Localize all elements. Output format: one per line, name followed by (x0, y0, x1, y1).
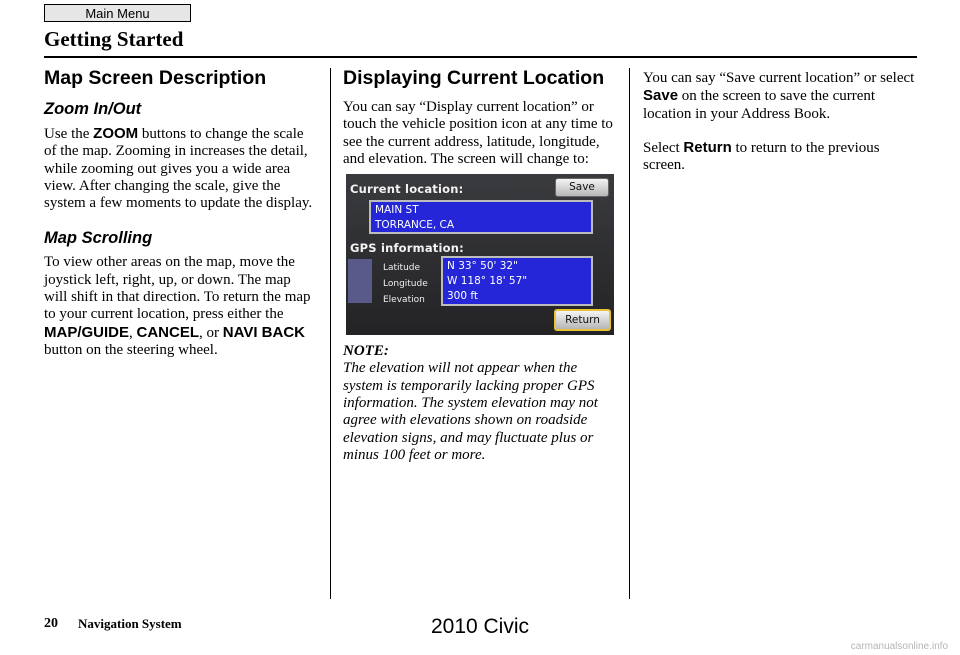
nav-screen-image (346, 174, 614, 335)
latitude-value: N 33° 50' 32" (447, 260, 518, 273)
header-rule (44, 56, 917, 58)
column-divider-1 (330, 68, 331, 599)
return-button-ref: Return (683, 138, 732, 156)
gps-values-box (441, 256, 593, 306)
column-divider-2 (629, 68, 630, 599)
return-button[interactable]: Return (554, 309, 611, 331)
longitude-value: W 118° 18' 57" (447, 275, 528, 288)
note-text: The elevation will not appear when the system is temporarily lacking proper GPS information. The system elevation may not agree with elevations shown on roadside elevation signs, and may fluctuate plus or minus 100 feet or more. (343, 360, 598, 463)
cancel-button-ref: CANCEL (136, 323, 200, 341)
main-menu-button[interactable]: Main Menu (44, 4, 191, 22)
address-line-2: TORRANCE, CA (375, 219, 455, 232)
section-heading-map-screen: Map Screen Description (44, 67, 267, 89)
save-text-2: on the screen to save the current location in your Address Book. (643, 88, 876, 122)
scroll-sep-1: , (129, 324, 137, 341)
latitude-label: Latitude (383, 263, 421, 274)
return-paragraph (643, 139, 918, 175)
footer-section-title: Navigation System (78, 616, 182, 631)
page-title: Getting Started (44, 27, 184, 51)
scrolling-paragraph (44, 254, 316, 359)
subheading-zoom: Zoom In/Out (44, 100, 142, 118)
zoom-button-ref: ZOOM (93, 125, 139, 142)
zoom-text-2: buttons to change the scale of the map. Zooming in increases the detail, while zooming out gives you a wide area view. After changing the scale, give the system a few moments to update the display. (44, 126, 313, 212)
section-heading-current-location: Displaying Current Location (343, 67, 605, 89)
longitude-label: Longitude (383, 279, 428, 290)
subheading-map-scrolling: Map Scrolling (44, 229, 153, 248)
map-guide-button-ref: MAP/GUIDE (44, 323, 130, 341)
elevation-label: Elevation (383, 295, 425, 306)
page-number: 20 (44, 616, 58, 631)
note-heading: NOTE: (343, 343, 389, 360)
save-button[interactable]: Save (555, 178, 609, 197)
model-label: 2010 Civic (430, 615, 530, 638)
return-text-2: to return to the previous screen. (643, 139, 880, 174)
navi-back-button-ref: NAVI BACK (222, 323, 305, 341)
column-3 (643, 70, 918, 190)
scroll-sep-2: , or (199, 324, 223, 341)
column-1 (44, 66, 316, 375)
column-2 (343, 66, 618, 464)
current-location-intro: You can say “Display current location” or touch the vehicle position icon at any time to see the current address, latitude, longitude, and elevation. The screen will change to: (343, 99, 613, 167)
return-text-1: Select (643, 139, 684, 156)
address-box (369, 200, 593, 234)
watermark: carmanualsonline.info (850, 641, 948, 652)
save-button-ref: Save (643, 87, 679, 105)
scroll-text-2: button on the steering wheel. (44, 341, 218, 358)
gps-side-strip (348, 259, 372, 303)
save-location-paragraph (643, 70, 918, 123)
address-line-1: MAIN ST (375, 204, 419, 217)
current-location-label: Current location: (350, 182, 464, 197)
elevation-value: 300 ft (447, 290, 479, 303)
zoom-text-1: Use the (44, 126, 94, 142)
zoom-paragraph (44, 125, 316, 212)
scroll-text-1: To view other areas on the map, move the joystick left, right, up, or down. The map will shift in that direction. To return the map to your current location, press either the (44, 254, 311, 323)
save-text-1: You can say “Save current location” or select (643, 70, 915, 86)
gps-information-label: GPS information: (350, 241, 464, 256)
